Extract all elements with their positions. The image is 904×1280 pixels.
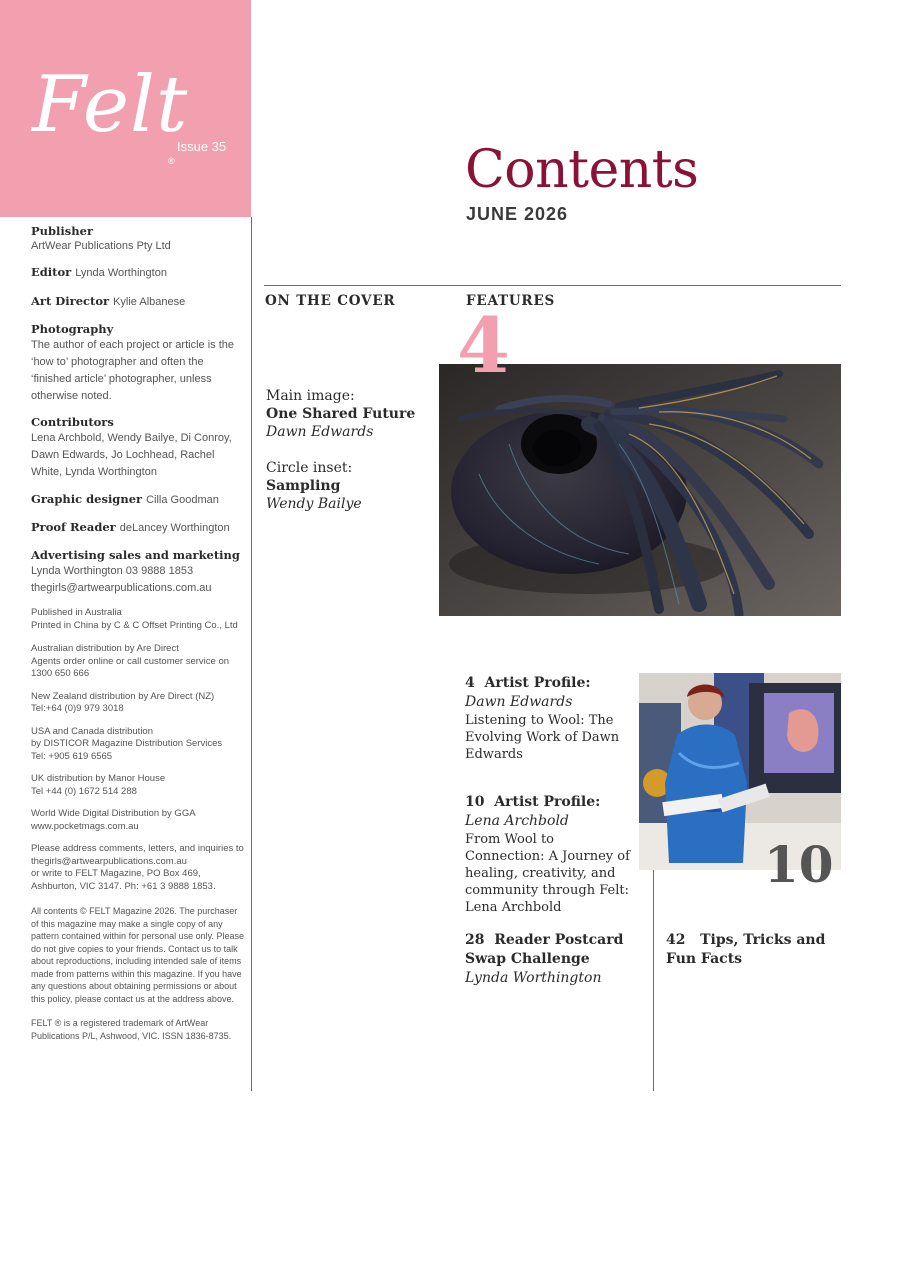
art-director-label: Art Director — [31, 294, 110, 308]
page-number: 10 — [465, 794, 485, 810]
au-distribution — [31, 643, 245, 681]
printed-line: Printed in China by C & C Offset Printing Co., Ltd — [31, 619, 238, 631]
published-block — [31, 607, 245, 632]
ads-email: thegirls@artwearpublications.com.au — [31, 582, 212, 594]
us-dist-line: USA and Canada distribution — [31, 725, 153, 737]
cover-info — [266, 387, 436, 513]
editor-label: Editor — [31, 265, 72, 279]
publisher-label: Publisher — [31, 224, 93, 238]
credits-sidebar — [31, 224, 245, 1042]
address-email: thegirls@artwearpublications.com.au — [31, 855, 187, 867]
sidebar-divider — [251, 217, 252, 1091]
uk-distribution — [31, 773, 245, 798]
main-image-author: Dawn Edwards — [266, 424, 374, 440]
feature-title-text: Reader Postcard Swap Challenge — [465, 932, 624, 967]
credit-art-director — [31, 294, 245, 310]
on-the-cover-heading: ON THE COVER — [265, 293, 396, 309]
address-line-1: Please address comments, letters, and inquiries to — [31, 843, 244, 854]
page-number: 4 — [465, 675, 475, 691]
published-line: Published in Australia — [31, 607, 122, 618]
credit-photography — [31, 322, 245, 405]
nz-dist-line: New Zealand distribution by Are Direct (NZ) — [31, 690, 215, 702]
feature-description: From Wool to Connection: A Journey of healing, creativity, and community through Felt: Lena Archbold — [465, 832, 630, 915]
editor-value: Lynda Worthington — [75, 267, 167, 279]
masthead — [0, 0, 251, 217]
feature-number-10: 10 — [764, 835, 834, 894]
feature-description: Listening to Wool: The Evolving Work of Dawn Edwards — [465, 713, 620, 762]
felt-vessel-photo — [439, 364, 841, 616]
feature-item[interactable] — [465, 674, 633, 763]
designer-label: Graphic designer — [31, 492, 143, 506]
features-heading: FEATURES — [466, 293, 556, 309]
feature-title — [465, 674, 633, 693]
ads-phone: Lynda Worthington 03 9888 1853 — [31, 565, 194, 577]
trademark-block — [31, 1017, 245, 1042]
uk-dist-phone: Tel +44 (0) 1672 514 288 — [31, 785, 137, 797]
feature-title — [465, 931, 637, 969]
designer-value: Cilla Goodman — [146, 494, 219, 506]
feature-title-text: Tips, Tricks and Fun Facts — [666, 932, 826, 967]
digital-distribution — [31, 808, 245, 833]
copyright-text: All contents © FELT Magazine 2026. The purchaser of this magazine may make a single copy of any pattern contained within for personal use only. Please do not give copies to your friends. Contact us to talk about reproductions, including intended sale of items made from patterns within this magazine. If you have any questions about obtaining permissions or about this policy, please contact us at the address above. — [31, 906, 244, 1004]
photography-value: The author of each project or article is the ‘how to’ photographer and often the ‘finished article’ photographer, unless otherwise noted. — [31, 339, 234, 402]
felt-logo: Felt — [32, 60, 189, 150]
credit-editor — [31, 265, 245, 281]
au-dist-line: Australian distribution by Are Direct — [31, 643, 179, 654]
us-dist-phone: Tel: +905 619 6565 — [31, 750, 113, 762]
digital-dist-line: World Wide Digital Distribution by GGA — [31, 808, 196, 819]
nz-distribution — [31, 691, 245, 716]
au-dist-contact: Agents order online or call customer service on 1300 650 666 — [31, 655, 230, 679]
main-image-label: Main image: — [266, 388, 355, 404]
inset-author: Wendy Bailye — [266, 496, 362, 512]
address-line-4: Ashburton, VIC 3147. Ph: +61 3 9888 1853. — [31, 880, 216, 892]
inset-title: Sampling — [266, 478, 341, 494]
issue-date: JUNE 2026 — [466, 204, 569, 224]
feature-number-4: 4 — [457, 301, 510, 390]
credit-designer — [31, 492, 245, 508]
feature-title-text: Artist Profile: — [484, 675, 591, 691]
credit-contributors — [31, 415, 245, 481]
header-rule — [264, 285, 841, 286]
feature-item[interactable] — [666, 931, 842, 969]
inset-label: Circle inset: — [266, 460, 353, 476]
feature-title — [465, 793, 637, 812]
address-line-3: or write to FELT Magazine, PO Box 469, — [31, 868, 201, 879]
uk-dist-line: UK distribution by Manor House — [31, 773, 166, 784]
feature-title-text: Artist Profile: — [494, 794, 601, 810]
us-dist-company: by DISTICOR Magazine Distribution Services — [31, 738, 223, 749]
page-number: 42 — [666, 932, 686, 948]
contributors-label: Contributors — [31, 415, 114, 429]
issue-number: Issue 35 — [177, 139, 227, 154]
page-number: 28 — [465, 932, 485, 948]
credit-proof — [31, 520, 245, 536]
proof-value: deLancey Worthington — [119, 522, 230, 534]
main-image-title: One Shared Future — [266, 406, 416, 422]
address-block — [31, 843, 245, 893]
art-director-value: Kylie Albanese — [113, 296, 186, 308]
us-distribution — [31, 726, 245, 764]
ads-label: Advertising sales and marketing — [31, 548, 240, 562]
column-divider — [653, 870, 654, 1091]
proof-label: Proof Reader — [31, 520, 116, 534]
feature-title — [666, 931, 842, 969]
feature-author: Dawn Edwards — [465, 694, 573, 710]
copyright-block — [31, 905, 245, 1005]
nz-dist-phone: Tel:+64 (0)9 979 3018 — [31, 703, 124, 714]
digital-dist-url: www.pocketmags.com.au — [31, 820, 139, 832]
registered-mark: ® — [168, 156, 175, 166]
feature-author: Lena Archbold — [465, 813, 569, 829]
credit-publisher — [31, 224, 245, 254]
feature-item[interactable] — [465, 793, 637, 916]
credit-advertising — [31, 548, 245, 597]
trademark-text: FELT ® is a registered trademark of ArtWear Publications P/L, Ashwood, VIC. ISSN 1836-8735. — [31, 1018, 232, 1041]
publisher-value: ArtWear Publications Pty Ltd — [31, 240, 171, 252]
page-title: Contents — [465, 140, 699, 200]
contributors-value: Lena Archbold, Wendy Bailye, Di Conroy, Dawn Edwards, Jo Lochhead, Rachel White, Lynda Worthington — [31, 432, 232, 478]
photography-label: Photography — [31, 322, 114, 336]
feature-item[interactable] — [465, 931, 637, 988]
feature-author: Lynda Worthington — [465, 970, 602, 986]
